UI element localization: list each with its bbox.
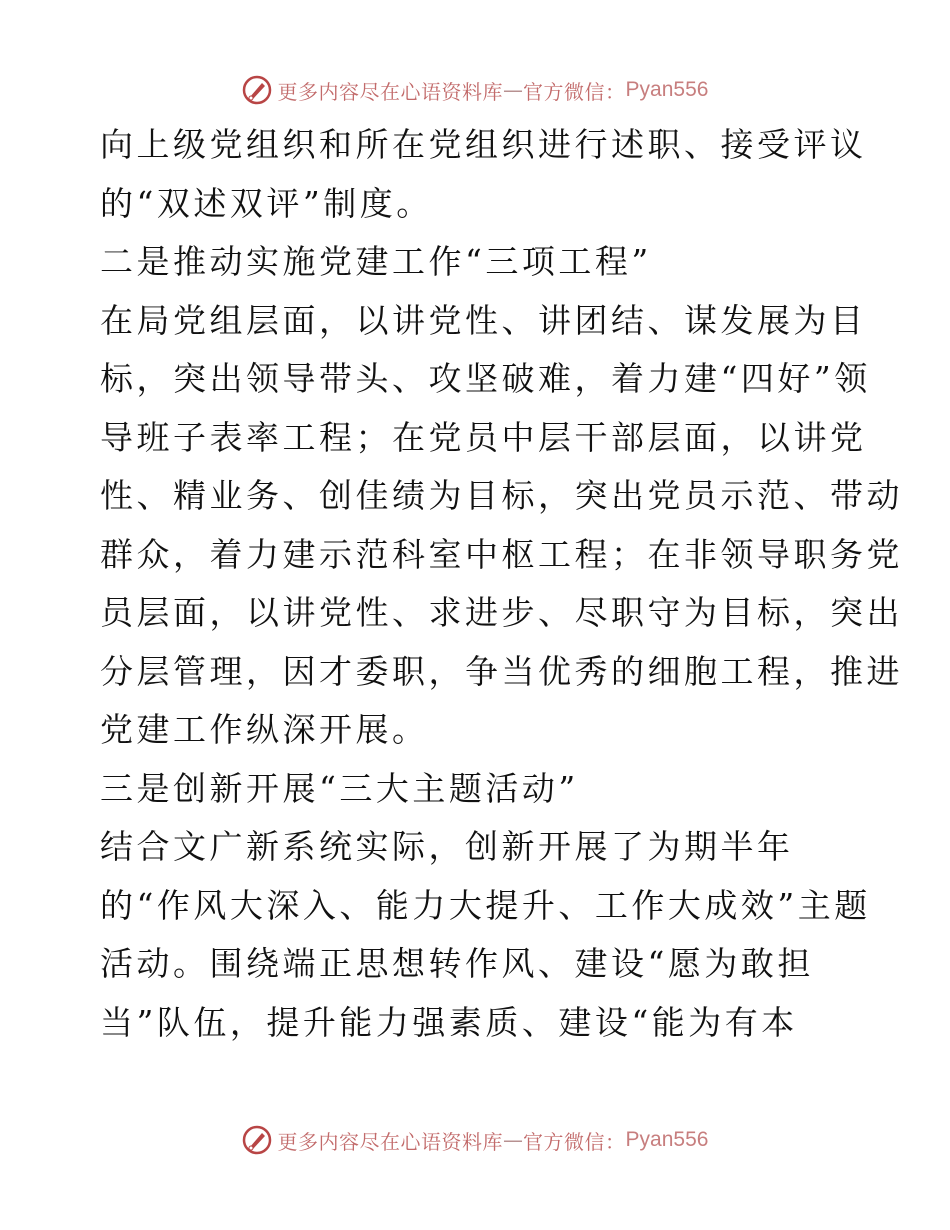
text-line: 向上级党组织和所在党组织进行述职、接受评议 bbox=[100, 125, 867, 164]
pen-logo-icon bbox=[242, 1125, 272, 1155]
text-line: 的“作风大深入、能力大提升、工作大成效”主题 bbox=[100, 885, 871, 925]
document-body bbox=[100, 116, 903, 1052]
section-heading: 三是创新开展“三大主题活动” bbox=[100, 768, 579, 808]
text-line: 当”队伍，提升能力强素质、建设“能为有本 bbox=[100, 1002, 798, 1042]
text-line: 导班子表率工程；在党员中层干部层面，以讲党 bbox=[100, 417, 867, 457]
text-line: 性、精业务、创佳绩为目标，突出党员示范、带动 bbox=[100, 476, 903, 515]
banner-wechat-id: Pyan556 bbox=[625, 1128, 709, 1151]
banner-title: 更多内容尽在心语资料库 bbox=[277, 79, 504, 104]
banner-title: 更多内容尽在心语资料库 bbox=[277, 1129, 504, 1154]
pen-logo-icon bbox=[242, 75, 272, 105]
text-line: 在局党组层面，以讲党性、讲团结、谋发展为目 bbox=[100, 300, 867, 340]
banner-separator: — bbox=[503, 78, 524, 102]
text-line: 党建工作纵深开展。 bbox=[100, 710, 429, 749]
footer-banner bbox=[0, 1120, 950, 1160]
text-line: 结合文广新系统实际，创新开展了为期半年 bbox=[100, 827, 794, 866]
section-heading: 二是推动实施党建工作“三项工程” bbox=[100, 242, 652, 281]
text-line: 员层面，以讲党性、求进步、尽职守为目标，突出 bbox=[100, 593, 903, 632]
text-line: 群众，着力建示范科室中枢工程；在非领导职务党 bbox=[100, 534, 903, 574]
banner-wechat-id: Pyan556 bbox=[625, 78, 709, 101]
banner-wechat-label: 官方微信： bbox=[523, 1129, 626, 1154]
text-line: 的“双述双评”制度。 bbox=[100, 183, 433, 223]
text-line: 分层管理，因才委职，争当优秀的细胞工程，推进 bbox=[100, 651, 903, 691]
text-line: 活动。围绕端正思想转作风、建设“愿为敢担 bbox=[100, 944, 814, 983]
text-line: 标，突出领导带头、攻坚破难，着力建“四好”领 bbox=[100, 359, 871, 398]
banner-wechat-label: 官方微信： bbox=[523, 79, 626, 104]
banner-separator: — bbox=[503, 1128, 524, 1152]
header-banner bbox=[0, 70, 950, 110]
